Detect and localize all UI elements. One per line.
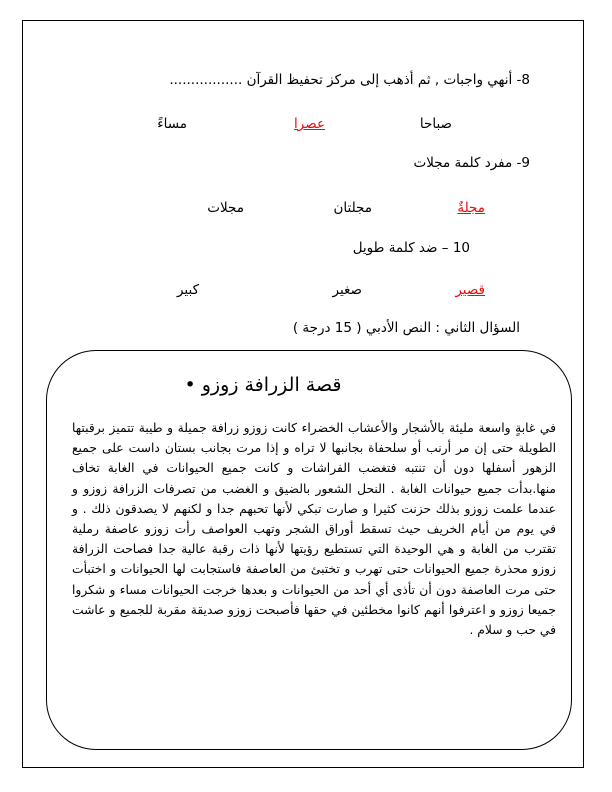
q8-option-1: صباحا bbox=[419, 116, 452, 132]
q9-option-2: مجلتان bbox=[333, 200, 372, 216]
q10-option-2: صغير bbox=[332, 282, 362, 298]
q10-option-1-answer: قصير bbox=[455, 282, 485, 298]
story-body: في غابةٍ واسعة مليئة بالأشجار والأعشاب الخضراء كانت زوزو زرافة جميلة و طيبة تتميز برقبتها الطويلة حتى إن مر أرنب أو سلحفاة بجانبها لا تراه و إذا مرت بجانب بستان داست على جميع الزهور أسفلها دون أن تنتبه فتغضب الفراشات و كانت جميع الحيوانات في الغابة تخاف منها.بدأت جميع حيوانات الغابة . النحل الشعور بالضيق و الغضب من تصرفات الزرافة زوزو و عندما علمت زوزو بذلك حزنت كثيرا و صارت تبكي لأنها تحبهم جدا و لكنهم لا يصدقون ذلك . و في يوم من أيام الخريف حيث تسقط أوراق الشجر وتهب العواصف رأت زوزو عاصفة رملية تقترب من الغابة و هي الوحيدة التي تستطيع رؤيتها لأنها ذات رقبة عالية جدا فصاحت الزرافة زوزو محذرة جميع الحيوانات حتى تهرب و تختبئ من العاصفة فاستجابت لها الحيوانات و اختبأت حتى مرت العاصفة دون أن تأذى أي أحد من الحيوانات و بعدها خرجت الحيوانات مساء و شكروا جميعا زوزو و اعترفوا أنهم كانوا مخطئين في حقها فأصبحت زوزو صديقة مقربة للجميع و عاشت في حب و سلام . bbox=[72, 421, 556, 638]
q8-option-3: مساءً bbox=[157, 116, 187, 132]
q9-option-3: مجلات bbox=[207, 200, 244, 216]
section-2-heading: السؤال الثاني : النص الأدبي ( 15 درجة ) bbox=[292, 320, 520, 336]
q9-option-1-answer: مجلةٌ bbox=[457, 200, 485, 216]
story-title: قصة الزرافة زوزو • bbox=[184, 374, 342, 396]
question-9: 9- مفرد كلمة مجلات bbox=[413, 155, 530, 171]
question-10: 10 – ضد كلمة طويل bbox=[352, 240, 470, 256]
question-8: 8- أنهي واجبات , ثم أذهب إلى مركز تحفيظ القرآن ................. bbox=[169, 72, 530, 88]
q10-option-3: كبير bbox=[176, 282, 199, 298]
q8-option-2-answer: عصرا bbox=[294, 116, 325, 132]
